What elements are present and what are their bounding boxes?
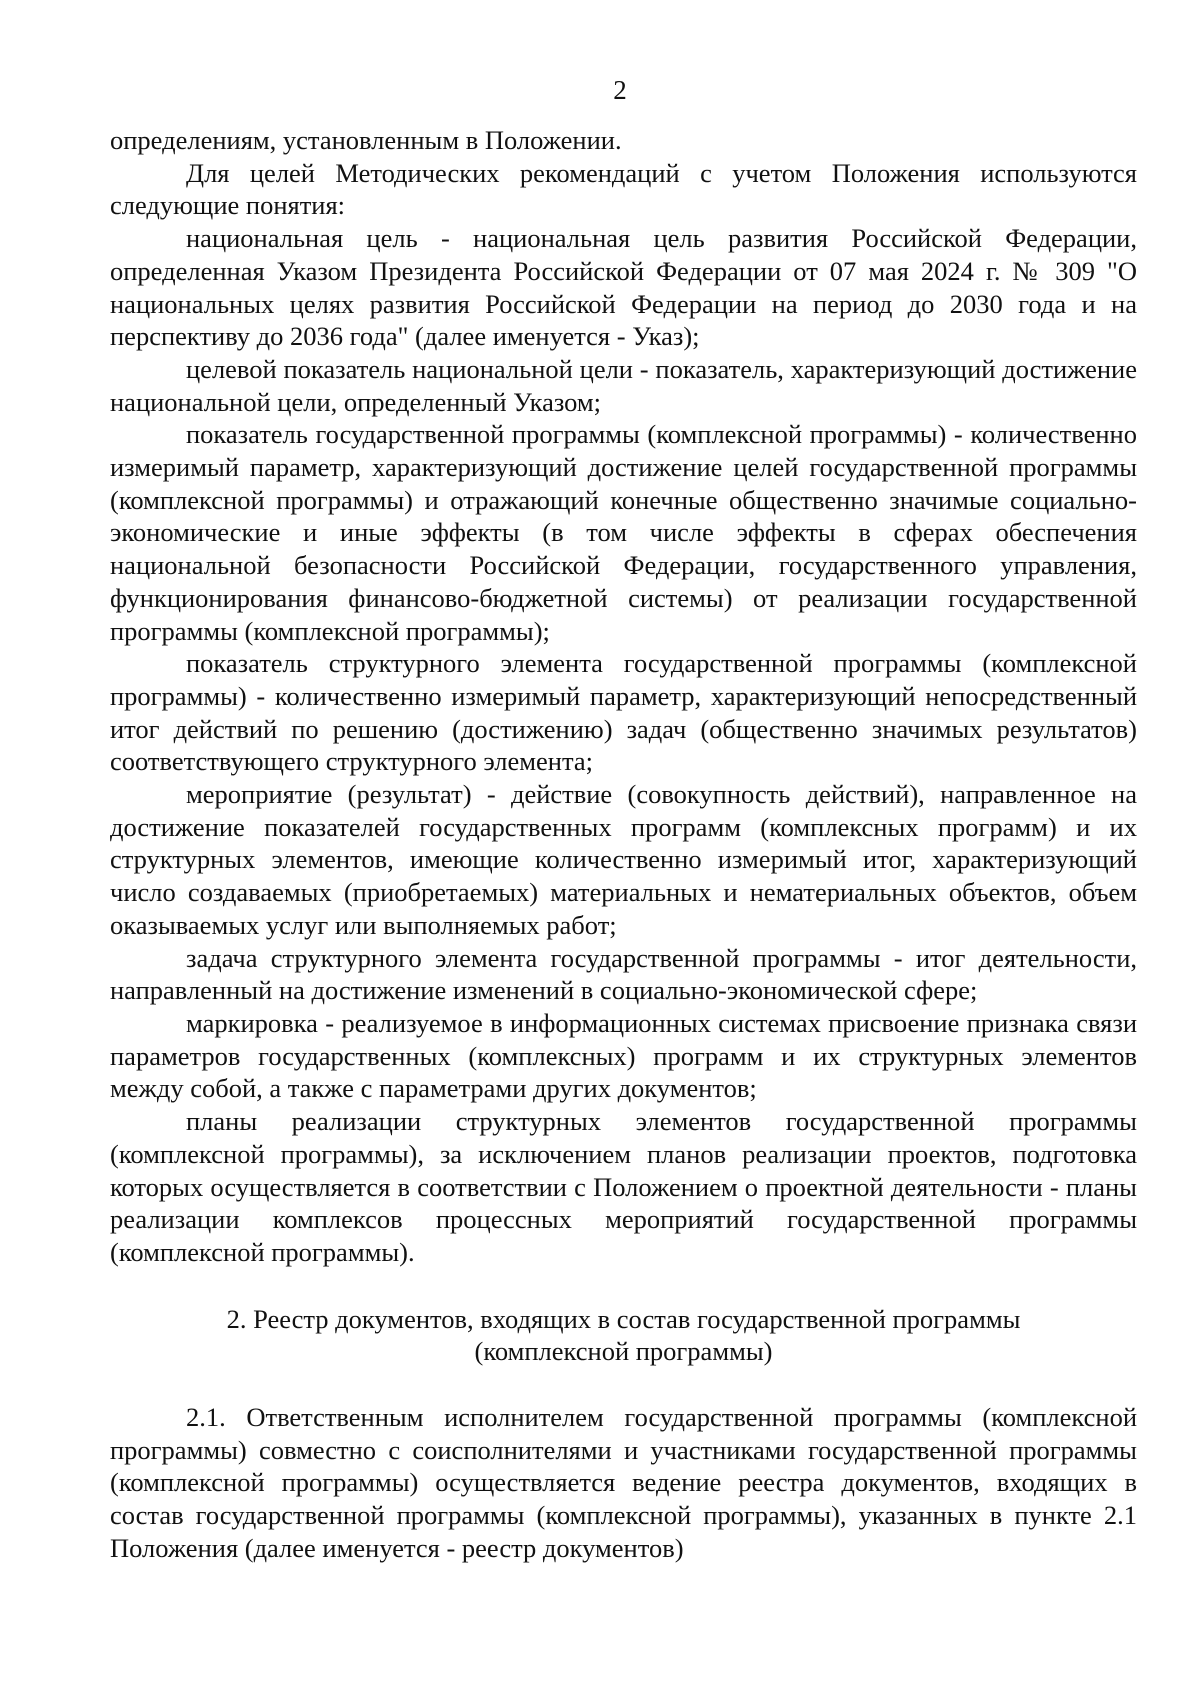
paragraph-continuation: определениям, установленным в Положении.: [110, 125, 622, 155]
section-heading: [110, 1303, 1137, 1368]
document-body: [110, 124, 1137, 1565]
definition-structural-element-indicator: показатель структурного элемента государственной программы (комплексной программы) - количественно измеримый параметр, характеризующий непосредственный итог действий по решению (достижению) задач (общественно значимых результатов) соответствующего структурного элемента;: [110, 648, 1137, 777]
definition-implementation-plans: планы реализации структурных элементов государственной программы (комплексной программы), за исключением планов реализации проектов, подготовка которых осуществляется в соответствии с Положением о проектной деятельности - планы реализации комплексов процессных мероприятий государственной программы (комплексной программы).: [110, 1106, 1137, 1267]
section-heading-line-1: 2. Реестр документов, входящих в состав государственной программы: [226, 1303, 1021, 1334]
definition-marking: маркировка - реализуемое в информационных системах присвоение признака связи параметров государственных (комплексных) программ и их структурных элементов между собой, а также с параметрами других документов;: [110, 1007, 1137, 1104]
definition-national-goal: национальная цель - национальная цель развития Российской Федерации, определенная Указом Президента Российской Федерации от 07 мая 2024 г. № 309 "О национальных целях развития Российской Федерации на период до 2030 года и на перспективу до 2036 года" (далее именуется - Указ);: [110, 223, 1137, 352]
section-heading-line-2: (комплексной программы): [474, 1336, 773, 1367]
definition-structural-element-task: задача структурного элемента государственной программы - итог деятельности, направленный на достижение изменений в социально-экономической сфере;: [110, 942, 1137, 1006]
definition-target-indicator: целевой показатель национальной цели - показатель, характеризующий достижение национальной цели, определенный Указом;: [110, 353, 1137, 417]
definition-program-indicator: показатель государственной программы (комплексной программы) - количественно измеримый параметр, характеризующий достижение целей государственной программы (комплексной программы) и отражающий конечные общественно значимые социально-экономические и иные эффекты (в том числе эффекты в сферах обеспечения национальной безопасности Российской Федерации, государственного управления, функционирования финансово-бюджетной системы) от реализации государственной программы (комплексной программы);: [110, 419, 1137, 646]
definition-measure-result: мероприятие (результат) - действие (совокупность действий), направленное на достижение показателей государственных программ (комплексных программ) и их структурных элементов, имеющие количественно измеримый итог, характеризующий число создаваемых (приобретаемых) материальных и нематериальных объектов, объем оказываемых услуг или выполняемых работ;: [110, 779, 1137, 940]
page-number: 2: [613, 75, 627, 105]
section-paragraph-2-1: 2.1. Ответственным исполнителем государственной программы (комплексной программы) совместно с соисполнителями и участниками государственной программы (комплексной программы) осуществляется ведение реестра документов, входящих в состав государственной программы (комплексной программы), указанных в пункте 2.1 Положения (далее именуется - реестр документов): [110, 1402, 1137, 1563]
paragraph-definitions-intro: Для целей Методических рекомендаций с учетом Положения используются следующие понятия:: [110, 157, 1137, 221]
